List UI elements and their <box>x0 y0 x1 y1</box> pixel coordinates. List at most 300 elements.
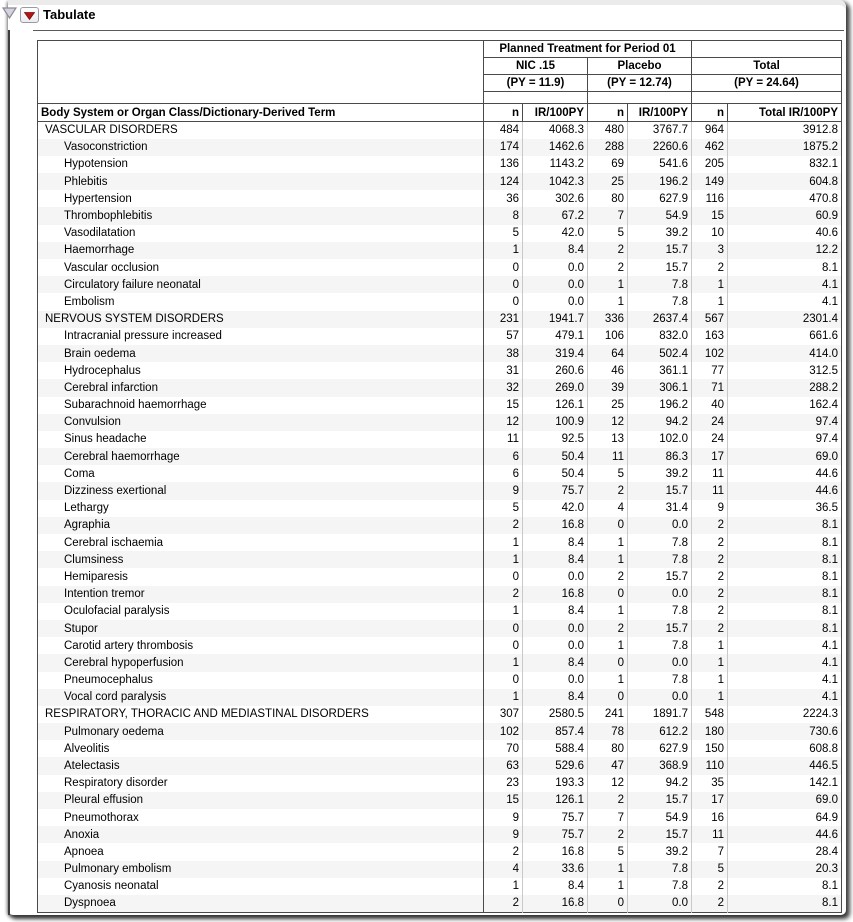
cell-n-total: 17 <box>692 448 728 465</box>
term-row[interactable] <box>38 414 842 431</box>
empty-cell <box>588 92 692 104</box>
header-row-columns <box>38 104 842 122</box>
term-row[interactable] <box>38 775 842 792</box>
term-label: Agraphia <box>38 517 484 534</box>
cell-ir-nic15: 126.1 <box>523 397 588 414</box>
cell-n-placebo: 39 <box>588 379 628 396</box>
term-row[interactable] <box>38 362 842 379</box>
cell-total-ir: 97.4 <box>815 433 839 446</box>
cell-n-total: 16 <box>692 809 728 826</box>
term-row[interactable] <box>38 225 842 242</box>
term-label: Vascular occlusion <box>38 259 484 276</box>
term-label: Haemorrhage <box>38 242 484 259</box>
term-row[interactable] <box>38 809 842 826</box>
term-row[interactable] <box>38 379 842 396</box>
cell-n-placebo: 336 <box>588 311 628 328</box>
cell-n-nic15: 15 <box>484 792 523 809</box>
cell-ir-nic15: 319.4 <box>523 345 588 362</box>
term-label: Embolism <box>38 293 484 310</box>
term-label: Brain oedema <box>38 345 484 362</box>
term-row[interactable] <box>38 895 842 912</box>
term-row[interactable] <box>38 517 842 534</box>
cell-n-nic15: 2 <box>484 517 523 534</box>
cell-total-ir: 28.4 <box>815 845 839 858</box>
cell-n-nic15: 2 <box>484 586 523 603</box>
cell-n-total: 71 <box>692 379 728 396</box>
section-row[interactable] <box>38 311 842 328</box>
cell-total-ir: 8.1 <box>822 897 839 910</box>
cell-n-placebo: 78 <box>588 723 628 740</box>
cell-ir-placebo: 0.0 <box>628 689 692 706</box>
cell-ir-nic15: 1143.2 <box>523 156 588 173</box>
cell-n-nic15: 174 <box>484 139 523 156</box>
term-row[interactable] <box>38 276 842 293</box>
cell-ir-nic15: 92.5 <box>523 431 588 448</box>
cell-n-placebo: 0 <box>588 586 628 603</box>
cell-ir-nic15: 1941.7 <box>523 311 588 328</box>
term-row[interactable] <box>38 843 842 860</box>
term-row[interactable] <box>38 431 842 448</box>
term-label: Carotid artery thrombosis <box>38 637 484 654</box>
cell-ir-placebo: 627.9 <box>628 190 692 207</box>
cell-total-ir: 2301.4 <box>802 313 839 326</box>
cell-n-placebo: 288 <box>588 139 628 156</box>
cell-n-placebo: 2 <box>588 482 628 499</box>
term-label: Thrombophlebitis <box>38 207 484 224</box>
term-label: Hydrocephalus <box>38 362 484 379</box>
body-system-column-header: Body System or Organ Class/Dictionary-Derived Term <box>38 104 484 122</box>
cell-n-total: 11 <box>692 482 728 499</box>
col-header-ir-placebo: IR/100PY <box>628 104 692 122</box>
cell-ir-placebo: 7.8 <box>628 603 692 620</box>
cell-n-nic15: 11 <box>484 431 523 448</box>
cell-n-placebo: 7 <box>588 809 628 826</box>
cell-ir-placebo: 7.8 <box>628 551 692 568</box>
cell-ir-nic15: 479.1 <box>523 328 588 345</box>
cell-n-nic15: 484 <box>484 122 523 139</box>
term-row[interactable] <box>38 637 842 654</box>
tabulate-container <box>37 40 842 913</box>
header-row-group-title <box>38 41 842 58</box>
cell-n-nic15: 9 <box>484 482 523 499</box>
disclosure-triangle-icon[interactable] <box>2 7 17 20</box>
cell-n-placebo: 1 <box>588 293 628 310</box>
cell-total-ir: 832.1 <box>809 158 839 171</box>
cell-ir-nic15: 8.4 <box>523 878 588 895</box>
cell-n-nic15: 0 <box>484 259 523 276</box>
cell-ir-nic15: 8.4 <box>523 242 588 259</box>
term-row[interactable] <box>38 500 842 517</box>
cell-total-ir: 470.8 <box>809 192 839 205</box>
col-header-ir-nic15: IR/100PY <box>523 104 588 122</box>
cell-n-total: 462 <box>692 139 728 156</box>
cell-ir-nic15: 193.3 <box>523 775 588 792</box>
cell-ir-nic15: 42.0 <box>523 225 588 242</box>
cell-n-placebo: 2 <box>588 620 628 637</box>
col-header-n-total: n <box>692 104 728 122</box>
cell-ir-placebo: 54.9 <box>628 809 692 826</box>
cell-n-nic15: 231 <box>484 311 523 328</box>
term-row[interactable] <box>38 603 842 620</box>
cell-ir-placebo: 2637.4 <box>628 311 692 328</box>
cell-ir-placebo: 54.9 <box>628 207 692 224</box>
cell-n-placebo: 80 <box>588 190 628 207</box>
term-row[interactable] <box>38 568 842 585</box>
red-triangle-menu-button[interactable] <box>20 7 39 23</box>
cell-total-ir: 604.8 <box>809 175 839 188</box>
cell-n-nic15: 5 <box>484 500 523 517</box>
cell-n-placebo: 2 <box>588 568 628 585</box>
cell-ir-placebo: 102.0 <box>628 431 692 448</box>
cell-n-placebo: 80 <box>588 740 628 757</box>
cell-total-ir: 8.1 <box>822 605 839 618</box>
term-row[interactable] <box>38 259 842 276</box>
cell-n-nic15: 23 <box>484 775 523 792</box>
cell-n-total: 1 <box>692 637 728 654</box>
cell-n-total: 11 <box>692 826 728 843</box>
cell-total-ir: 446.5 <box>809 760 839 773</box>
cell-n-placebo: 4 <box>588 500 628 517</box>
cell-total-ir: 44.6 <box>815 485 839 498</box>
term-label: Vocal cord paralysis <box>38 689 484 706</box>
cell-n-nic15: 38 <box>484 345 523 362</box>
col-header-n-nic15: n <box>484 104 523 122</box>
cell-n-placebo: 1 <box>588 878 628 895</box>
cell-total-ir: 4.1 <box>822 674 839 687</box>
cell-ir-placebo: 86.3 <box>628 448 692 465</box>
cell-n-total: 9 <box>692 500 728 517</box>
cell-n-nic15: 1 <box>484 689 523 706</box>
term-row[interactable] <box>38 757 842 774</box>
term-row[interactable] <box>38 586 842 603</box>
cell-ir-nic15: 302.6 <box>523 190 588 207</box>
cell-n-nic15: 136 <box>484 156 523 173</box>
cell-n-placebo: 0 <box>588 689 628 706</box>
tabulate-table <box>37 40 842 913</box>
cell-n-total: 2 <box>692 259 728 276</box>
outline-underline <box>33 30 844 31</box>
term-label: Hemiparesis <box>38 568 484 585</box>
cell-n-nic15: 12 <box>484 414 523 431</box>
cell-ir-placebo: 94.2 <box>628 414 692 431</box>
cell-ir-nic15: 260.6 <box>523 362 588 379</box>
cell-total-ir: 8.1 <box>822 519 839 532</box>
cell-ir-nic15: 33.6 <box>523 861 588 878</box>
cell-n-total: 2 <box>692 568 728 585</box>
cell-ir-nic15: 75.7 <box>523 826 588 843</box>
term-row[interactable] <box>38 190 842 207</box>
outline-title: Tabulate <box>43 7 96 22</box>
cell-n-placebo: 5 <box>588 225 628 242</box>
cell-n-placebo: 25 <box>588 173 628 190</box>
term-row[interactable] <box>38 139 842 156</box>
cell-n-total: 7 <box>692 843 728 860</box>
term-label: Pneumothorax <box>38 809 484 826</box>
cell-ir-placebo: 361.1 <box>628 362 692 379</box>
term-label: Cyanosis neonatal <box>38 878 484 895</box>
cell-ir-placebo: 0.0 <box>628 586 692 603</box>
cell-ir-nic15: 0.0 <box>523 293 588 310</box>
cell-n-placebo: 1 <box>588 534 628 551</box>
cell-n-total: 102 <box>692 345 728 362</box>
cell-n-nic15: 32 <box>484 379 523 396</box>
cell-n-placebo: 46 <box>588 362 628 379</box>
cell-n-total: 110 <box>692 757 728 774</box>
term-row[interactable] <box>38 654 842 671</box>
cell-n-total: 10 <box>692 225 728 242</box>
cell-n-total: 205 <box>692 156 728 173</box>
term-row[interactable] <box>38 723 842 740</box>
cell-ir-placebo: 1891.7 <box>628 706 692 723</box>
cell-ir-nic15: 529.6 <box>523 757 588 774</box>
cell-n-total: 35 <box>692 775 728 792</box>
cell-n-total: 180 <box>692 723 728 740</box>
cell-ir-nic15: 4068.3 <box>523 122 588 139</box>
cell-total-ir: 414.0 <box>809 347 839 360</box>
term-row[interactable] <box>38 448 842 465</box>
cell-ir-placebo: 7.8 <box>628 637 692 654</box>
body-system-label: NERVOUS SYSTEM DISORDERS <box>38 311 484 328</box>
cell-ir-nic15: 857.4 <box>523 723 588 740</box>
term-row[interactable] <box>38 345 842 362</box>
term-label: Cerebral infarction <box>38 379 484 396</box>
body-system-label: VASCULAR DISORDERS <box>38 122 484 139</box>
cell-n-placebo: 106 <box>588 328 628 345</box>
cell-n-total: 567 <box>692 311 728 328</box>
cell-total-ir: 44.6 <box>815 828 839 841</box>
term-row[interactable] <box>38 878 842 895</box>
cell-n-nic15: 1 <box>484 551 523 568</box>
col-header-n-placebo: n <box>588 104 628 122</box>
term-row[interactable] <box>38 293 842 310</box>
cell-ir-placebo: 31.4 <box>628 500 692 517</box>
cell-total-ir: 8.1 <box>822 261 839 274</box>
term-row[interactable] <box>38 740 842 757</box>
cell-ir-nic15: 0.0 <box>523 672 588 689</box>
cell-n-nic15: 5 <box>484 225 523 242</box>
term-row[interactable] <box>38 551 842 568</box>
cell-total-ir: 97.4 <box>815 416 839 429</box>
empty-cell <box>692 92 842 104</box>
cell-n-nic15: 0 <box>484 672 523 689</box>
cell-total-ir: 12.2 <box>815 244 839 257</box>
term-label: Respiratory disorder <box>38 775 484 792</box>
row-label-spacer <box>38 41 484 104</box>
cell-ir-placebo: 612.2 <box>628 723 692 740</box>
cell-n-placebo: 2 <box>588 242 628 259</box>
cell-ir-placebo: 0.0 <box>628 895 692 912</box>
cell-ir-nic15: 588.4 <box>523 740 588 757</box>
term-label: Circulatory failure neonatal <box>38 276 484 293</box>
cell-n-placebo: 47 <box>588 757 628 774</box>
cell-n-nic15: 9 <box>484 809 523 826</box>
term-label: Sinus headache <box>38 431 484 448</box>
cell-n-placebo: 12 <box>588 775 628 792</box>
cell-ir-nic15: 126.1 <box>523 792 588 809</box>
cell-total-ir: 4.1 <box>822 295 839 308</box>
cell-total-ir: 4.1 <box>822 278 839 291</box>
cell-total-ir: 8.1 <box>822 880 839 893</box>
term-label: Dizziness exertional <box>38 482 484 499</box>
cell-n-total: 2 <box>692 620 728 637</box>
term-label: Vasoconstriction <box>38 139 484 156</box>
term-label: Lethargy <box>38 500 484 517</box>
cell-n-placebo: 0 <box>588 517 628 534</box>
term-row[interactable] <box>38 826 842 843</box>
cell-ir-placebo: 7.8 <box>628 534 692 551</box>
term-row[interactable] <box>38 242 842 259</box>
term-row[interactable] <box>38 173 842 190</box>
treatment-placebo-header: Placebo <box>588 58 692 75</box>
cell-ir-placebo: 15.7 <box>628 482 692 499</box>
term-label: Stupor <box>38 620 484 637</box>
term-label: Hypertension <box>38 190 484 207</box>
cell-n-placebo: 11 <box>588 448 628 465</box>
term-row[interactable] <box>38 792 842 809</box>
cell-n-placebo: 1 <box>588 637 628 654</box>
cell-n-placebo: 480 <box>588 122 628 139</box>
cell-n-nic15: 1 <box>484 603 523 620</box>
term-label: Pleural effusion <box>38 792 484 809</box>
cell-total-ir: 4.1 <box>822 691 839 704</box>
py-total: (PY = 24.64) <box>692 75 842 92</box>
cell-n-placebo: 2 <box>588 826 628 843</box>
term-label: Coma <box>38 465 484 482</box>
cell-total-ir: 69.0 <box>815 794 839 807</box>
cell-total-ir: 40.6 <box>815 227 839 240</box>
cell-ir-nic15: 0.0 <box>523 259 588 276</box>
cell-n-total: 1 <box>692 276 728 293</box>
cell-ir-placebo: 7.8 <box>628 293 692 310</box>
term-row[interactable] <box>38 534 842 551</box>
cell-n-total: 1 <box>692 654 728 671</box>
cell-n-placebo: 5 <box>588 843 628 860</box>
term-label: Subarachnoid haemorrhage <box>38 397 484 414</box>
term-row[interactable] <box>38 689 842 706</box>
cell-n-total: 116 <box>692 190 728 207</box>
cell-total-ir: 4.1 <box>822 639 839 652</box>
cell-total-ir: 4.1 <box>822 656 839 669</box>
cell-total-ir: 20.3 <box>815 863 839 876</box>
cell-n-nic15: 70 <box>484 740 523 757</box>
cell-ir-placebo: 7.8 <box>628 878 692 895</box>
treatment-nic15-header: NIC .15 <box>484 58 588 75</box>
cell-n-total: 1 <box>692 293 728 310</box>
cell-n-placebo: 1 <box>588 603 628 620</box>
cell-n-total: 2 <box>692 878 728 895</box>
cell-ir-placebo: 196.2 <box>628 397 692 414</box>
cell-total-ir: 8.1 <box>822 570 839 583</box>
section-row[interactable] <box>38 122 842 139</box>
cell-total-ir: 312.5 <box>809 364 839 377</box>
cell-n-placebo: 13 <box>588 431 628 448</box>
term-row[interactable] <box>38 397 842 414</box>
cell-n-total: 24 <box>692 431 728 448</box>
cell-total-ir: 661.6 <box>809 330 839 343</box>
term-label: Hypotension <box>38 156 484 173</box>
cell-ir-placebo: 7.8 <box>628 672 692 689</box>
cell-n-nic15: 307 <box>484 706 523 723</box>
cell-n-total: 40 <box>692 397 728 414</box>
term-label: Alveolitis <box>38 740 484 757</box>
report-frame <box>8 0 846 915</box>
term-row[interactable] <box>38 672 842 689</box>
term-label: Phlebitis <box>38 173 484 190</box>
cell-ir-placebo: 15.7 <box>628 242 692 259</box>
cell-n-nic15: 36 <box>484 190 523 207</box>
cell-total-ir: 44.6 <box>815 467 839 480</box>
cell-n-total: 5 <box>692 861 728 878</box>
cell-n-total: 150 <box>692 740 728 757</box>
term-row[interactable] <box>38 620 842 637</box>
cell-n-total: 2 <box>692 895 728 912</box>
cell-ir-placebo: 2260.6 <box>628 139 692 156</box>
term-row[interactable] <box>38 482 842 499</box>
term-row[interactable] <box>38 207 842 224</box>
cell-ir-placebo: 15.7 <box>628 568 692 585</box>
cell-ir-nic15: 8.4 <box>523 603 588 620</box>
term-row[interactable] <box>38 328 842 345</box>
cell-n-nic15: 4 <box>484 861 523 878</box>
cell-ir-placebo: 196.2 <box>628 173 692 190</box>
term-row[interactable] <box>38 465 842 482</box>
cell-ir-nic15: 0.0 <box>523 568 588 585</box>
term-row[interactable] <box>38 861 842 878</box>
outline-left-rule <box>8 30 10 915</box>
cell-ir-placebo: 39.2 <box>628 843 692 860</box>
term-label: Vasodilatation <box>38 225 484 242</box>
cell-n-placebo: 69 <box>588 156 628 173</box>
cell-n-nic15: 2 <box>484 843 523 860</box>
cell-ir-nic15: 16.8 <box>523 895 588 912</box>
cell-n-nic15: 0 <box>484 568 523 585</box>
cell-total-ir: 1875.2 <box>802 141 839 154</box>
cell-n-placebo: 0 <box>588 895 628 912</box>
cell-n-total: 24 <box>692 414 728 431</box>
cell-n-placebo: 2 <box>588 259 628 276</box>
cell-ir-nic15: 75.7 <box>523 809 588 826</box>
cell-ir-nic15: 16.8 <box>523 843 588 860</box>
cell-ir-nic15: 0.0 <box>523 276 588 293</box>
term-label: Pulmonary oedema <box>38 723 484 740</box>
term-label: Clumsiness <box>38 551 484 568</box>
term-label: Convulsion <box>38 414 484 431</box>
py-nic15: (PY = 11.9) <box>484 75 588 92</box>
cell-n-nic15: 6 <box>484 448 523 465</box>
cell-ir-nic15: 50.4 <box>523 448 588 465</box>
cell-n-total: 2 <box>692 534 728 551</box>
cell-n-placebo: 0 <box>588 654 628 671</box>
cell-n-nic15: 8 <box>484 207 523 224</box>
section-row[interactable] <box>38 706 842 723</box>
cell-ir-placebo: 3767.7 <box>628 122 692 139</box>
cell-n-nic15: 1 <box>484 654 523 671</box>
cell-n-nic15: 6 <box>484 465 523 482</box>
cell-ir-placebo: 7.8 <box>628 861 692 878</box>
cell-total-ir: 730.6 <box>809 725 839 738</box>
term-row[interactable] <box>38 156 842 173</box>
cell-total-ir: 60.9 <box>815 210 839 223</box>
term-label: Atelectasis <box>38 757 484 774</box>
cell-ir-placebo: 306.1 <box>628 379 692 396</box>
term-label: Dyspnoea <box>38 895 484 912</box>
treatment-total-header: Total <box>692 58 842 75</box>
cell-n-placebo: 5 <box>588 465 628 482</box>
cell-n-placebo: 1 <box>588 861 628 878</box>
cell-n-total: 15 <box>692 207 728 224</box>
cell-total-ir: 3912.8 <box>802 124 839 137</box>
cell-ir-nic15: 1462.6 <box>523 139 588 156</box>
